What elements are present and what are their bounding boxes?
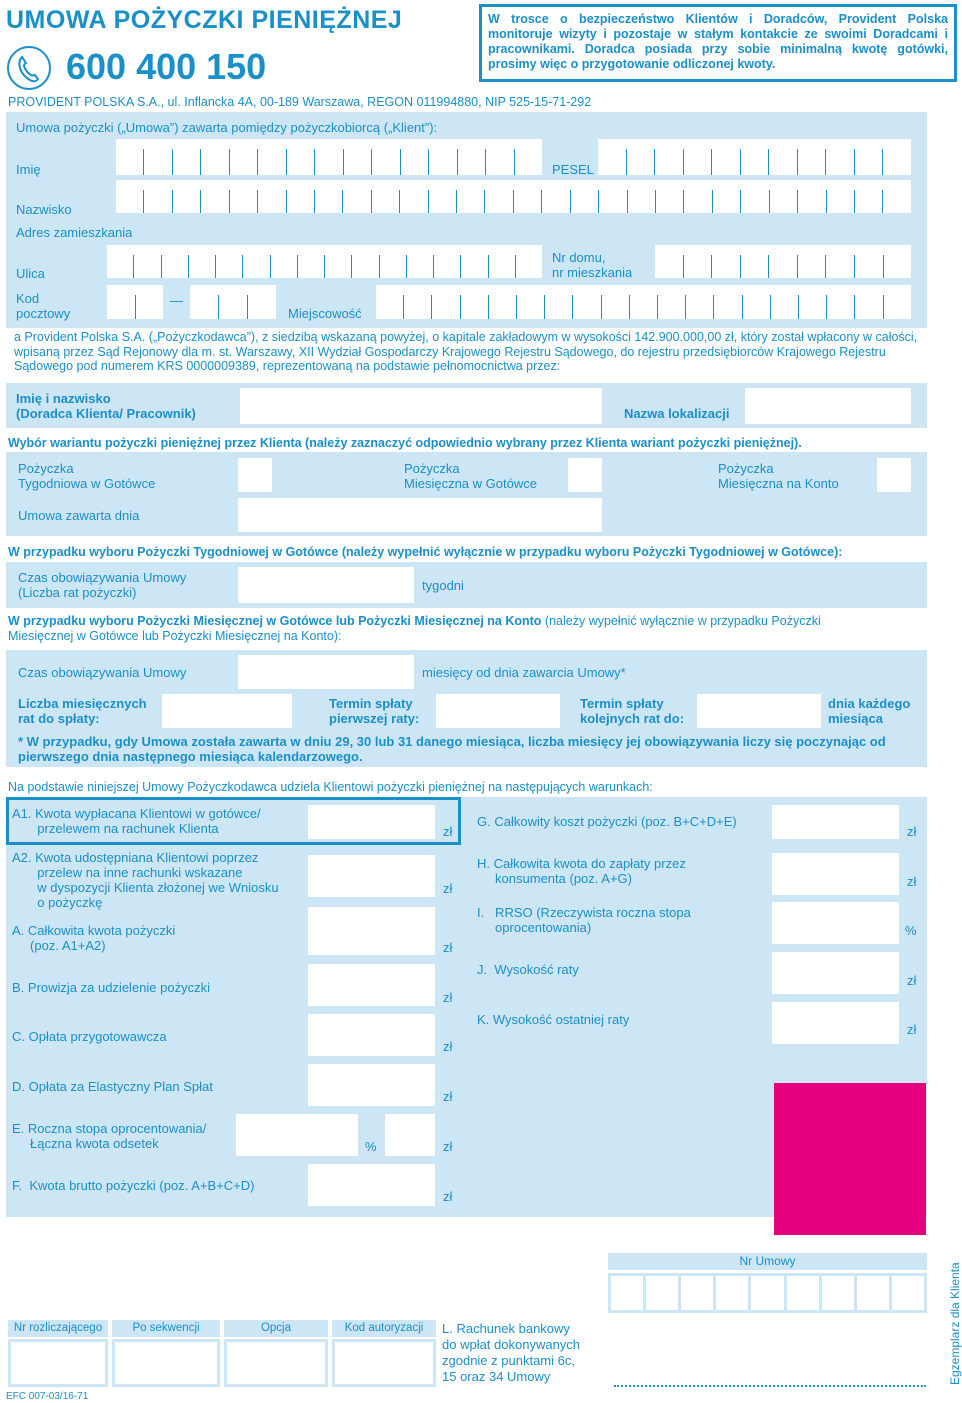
b-field[interactable] <box>308 964 435 1006</box>
label-a1: A1. Kwota wypłacana Klientowi w gotówce/ przelewem na rachunek Klienta <box>12 806 261 836</box>
pesel-field[interactable] <box>598 139 911 175</box>
c-field[interactable] <box>308 1014 435 1056</box>
label-a2: A2. Kwota udostępniana Klientowi poprzez przelew na inne rachunki wskazane w dyspozycji Klienta złożonej we Wniosku o pożyczkę <box>12 850 279 910</box>
label-e: E. Roczna stopa oprocentowania/ Łączna kwota odsetek <box>12 1121 207 1151</box>
label-opt3: Pożyczka Miesięczna na Konto <box>718 461 839 491</box>
i-percent: % <box>905 923 917 938</box>
e-interest-field[interactable] <box>385 1114 435 1156</box>
c-currency: zł <box>443 1039 453 1054</box>
h-field[interactable] <box>772 853 899 895</box>
opt1-checkbox[interactable] <box>238 458 272 492</box>
label-kod: Kod pocztowy <box>16 291 71 321</box>
j-currency: zł <box>907 973 917 988</box>
phone-icon <box>6 45 52 91</box>
col-nr-rozliczajacego: Nr rozliczającego <box>8 1320 108 1337</box>
e-rate-field[interactable] <box>236 1114 358 1156</box>
a1-field[interactable] <box>308 805 435 839</box>
conditions-intro: Na podstawie niniejszej Umowy Pożyczkodawca udziela Klientowi pożyczki pieniężnej na następujących warunkach: <box>8 780 653 794</box>
h-currency: zł <box>907 874 917 889</box>
d-currency: zł <box>443 1089 453 1104</box>
miejscowosc-field[interactable] <box>376 285 911 319</box>
opt3-checkbox[interactable] <box>877 458 911 492</box>
phone-number: 600 400 150 <box>66 46 267 87</box>
label-a: A. Całkowita kwota pożyczki (poz. A1+A2) <box>12 923 176 953</box>
copy-label: Egzemplarz dla Klienta <box>948 1262 962 1385</box>
variant-heading: Wybór wariantu pożyczki pieniężnej przez Klienta (należy zaznaczyć odpowiednio wybrany przez Klienta wariant pożyczki pieniężnej). <box>8 436 802 450</box>
location-field[interactable] <box>745 388 911 424</box>
label-h: H. Całkowita kwota do zapłaty przez konsumenta (poz. A+G) <box>477 856 686 886</box>
label-k: K. Wysokość ostatniej raty <box>477 1012 630 1027</box>
field-kod-autoryzacji[interactable] <box>332 1339 436 1387</box>
a2-field[interactable] <box>308 855 435 897</box>
kod-field-2[interactable] <box>190 285 276 319</box>
monthly-period-field[interactable] <box>238 655 414 689</box>
company-info: PROVIDENT POLSKA S.A., ul. Inflancka 4A, 00-189 Warszawa, REGON 011994880, NIP 525-15-71-292 <box>8 95 592 109</box>
a2-currency: zł <box>443 881 453 896</box>
first-field[interactable] <box>436 694 560 728</box>
field-nr-rozliczajacego[interactable] <box>8 1339 108 1387</box>
col-opcja: Opcja <box>224 1320 328 1337</box>
opt2-checkbox[interactable] <box>568 458 602 492</box>
intro-text: Umowa pożyczki („Umowa”) zawarta pomiędzy pożyczkobiorcą („Klient”): <box>16 120 438 135</box>
f-currency: zł <box>443 1189 453 1204</box>
label-location: Nazwa lokalizacji <box>624 406 730 421</box>
j-field[interactable] <box>772 952 899 994</box>
monthly-heading <box>8 614 888 644</box>
bank-note: L. Rachunek bankowy do wpłat dokonywanych zgodnie z punktami 6c, 15 oraz 34 Umowy <box>442 1321 581 1384</box>
monthly-heading-rest: (należy wypełnić wyłącznie w przypadku Pożyczki Miesięcznej w Gotówce lub Pożyczki Miesięcznej na Konto): <box>8 614 821 643</box>
k-currency: zł <box>907 1022 917 1037</box>
label-b: B. Prowizja za udzielenie pożyczki <box>12 980 210 995</box>
col-kod-autoryzacji: Kod autoryzacji <box>332 1320 436 1337</box>
label-j: J. Wysokość raty <box>477 962 579 977</box>
label-adres: Adres zamieszkania <box>16 225 133 240</box>
label-advisor: Imię i nazwisko (Doradca Klienta/ Pracownik) <box>16 391 196 421</box>
imie-field[interactable] <box>116 139 542 175</box>
safety-notice: W trosce o bezpieczeństwo Klientów i Doradców, Provident Polska monitoruje wizyty i pozostaje w stałym kontakcie ze swoimi Doradcami i pracownikami. Doradca posiada przy sobie minimalną kwotę gotówki, prosimy więc o przygotowanie odliczonej kwoty. <box>479 4 957 82</box>
label-first: Termin spłaty pierwszej raty: <box>329 696 420 726</box>
label-f: F. Kwota brutto pożyczki (poz. A+B+C+D) <box>12 1178 255 1193</box>
nr-domu-field[interactable] <box>655 245 911 278</box>
magenta-block <box>774 1083 926 1235</box>
next-field[interactable] <box>697 694 821 728</box>
label-nazwisko: Nazwisko <box>16 202 72 217</box>
field-po-sekwencji[interactable] <box>112 1339 220 1387</box>
label-i: I. RRSO (Rzeczywista roczna stopa oprocentowania) <box>477 905 691 935</box>
a-currency: zł <box>443 940 453 955</box>
label-pesel: PESEL <box>552 162 594 177</box>
f-field[interactable] <box>308 1164 435 1206</box>
label-day: dnia każdego miesiąca <box>828 696 911 726</box>
label-ulica: Ulica <box>16 266 45 281</box>
e-percent: % <box>365 1139 377 1154</box>
kod-separator: — <box>170 293 183 308</box>
count-field[interactable] <box>162 694 292 728</box>
label-count: Liczba miesięcznych rat do spłaty: <box>18 696 147 726</box>
nazwisko-field[interactable] <box>116 180 911 213</box>
col-po-sekwencji: Po sekwencji <box>112 1320 220 1337</box>
label-weekly-period: Czas obowiązywania Umowy (Liczba rat pożyczki) <box>18 570 187 600</box>
e-currency: zł <box>443 1139 453 1154</box>
signature-line <box>614 1385 926 1387</box>
label-miejscowosc: Miejscowość <box>288 306 362 321</box>
form-code: EFC 007-03/16-71 <box>6 1391 89 1402</box>
label-monthly-period: Czas obowiązywania Umowy <box>18 665 187 680</box>
d-field[interactable] <box>308 1064 435 1106</box>
nr-umowy-field[interactable] <box>608 1273 927 1313</box>
label-opt1: Pożyczka Tygodniowa w Gotówce <box>18 461 156 491</box>
b-currency: zł <box>443 990 453 1005</box>
form-title: UMOWA POŻYCZKI PIENIĘŻNEJ <box>6 6 403 34</box>
label-nr-domu: Nr domu, nr mieszkania <box>552 250 633 280</box>
a-field[interactable] <box>308 907 435 955</box>
weekly-period-field[interactable] <box>238 567 414 603</box>
monthly-heading-bold: W przypadku wyboru Pożyczki Miesięcznej w Gotówce lub Pożyczki Miesięcznej na Konto <box>8 614 542 628</box>
label-opt2: Pożyczka Miesięczna w Gotówce <box>404 461 537 491</box>
g-field[interactable] <box>772 805 899 839</box>
date-field[interactable] <box>238 498 602 532</box>
label-g: G. Całkowity koszt pożyczki (poz. B+C+D+E) <box>477 814 737 829</box>
weekly-heading: W przypadku wyboru Pożyczki Tygodniowej w Gotówce (należy wypełnić wyłącznie w przypadku wyboru Pożyczki Tygodniowej w Gotówce): <box>8 545 843 559</box>
kod-field-1[interactable] <box>107 285 163 319</box>
g-currency: zł <box>907 824 917 839</box>
a1-currency: zł <box>443 824 453 839</box>
label-d: D. Opłata za Elastyczny Plan Spłat <box>12 1079 213 1094</box>
label-c: C. Opłata przygotowawcza <box>12 1029 167 1044</box>
field-opcja[interactable] <box>224 1339 328 1387</box>
lender-text: a Provident Polska S.A. („Pożyczkodawca”), z siedzibą wskazaną powyżej, o kapitale zakładowym w wysokości 142.900.000,00 zł, który został wpłacony w całości, wpisaną przez Sąd Rejonowy dla m. st. Warszawy, XII Wydział Gospodarczy Krajowego Rejestru Sądowego, do rejestru przedsiębiorców Krajowego Rejestru Sądowego pod numerem KRS 0000009389, reprezentowaną na podstawie pełnomocnictwa przez: <box>14 330 918 373</box>
footnote: * W przypadku, gdy Umowa została zawarta w dniu 29, 30 lub 31 danego miesiąca, liczba miesięcy jej obowiązywania liczy się poczynając od pierwszego dnia następnego miesiąca kalendarzowego. <box>18 734 886 764</box>
nr-umowy-label: Nr Umowy <box>608 1253 927 1270</box>
i-field[interactable] <box>772 902 899 944</box>
ulica-field[interactable] <box>107 245 542 278</box>
advisor-field[interactable] <box>240 388 602 424</box>
label-date: Umowa zawarta dnia <box>18 508 140 523</box>
k-field[interactable] <box>772 1002 899 1044</box>
label-weeks: tygodni <box>422 578 464 593</box>
label-imie: Imię <box>16 162 41 177</box>
label-months: miesięcy od dnia zawarcia Umowy* <box>422 665 626 680</box>
label-next: Termin spłaty kolejnych rat do: <box>580 696 685 726</box>
